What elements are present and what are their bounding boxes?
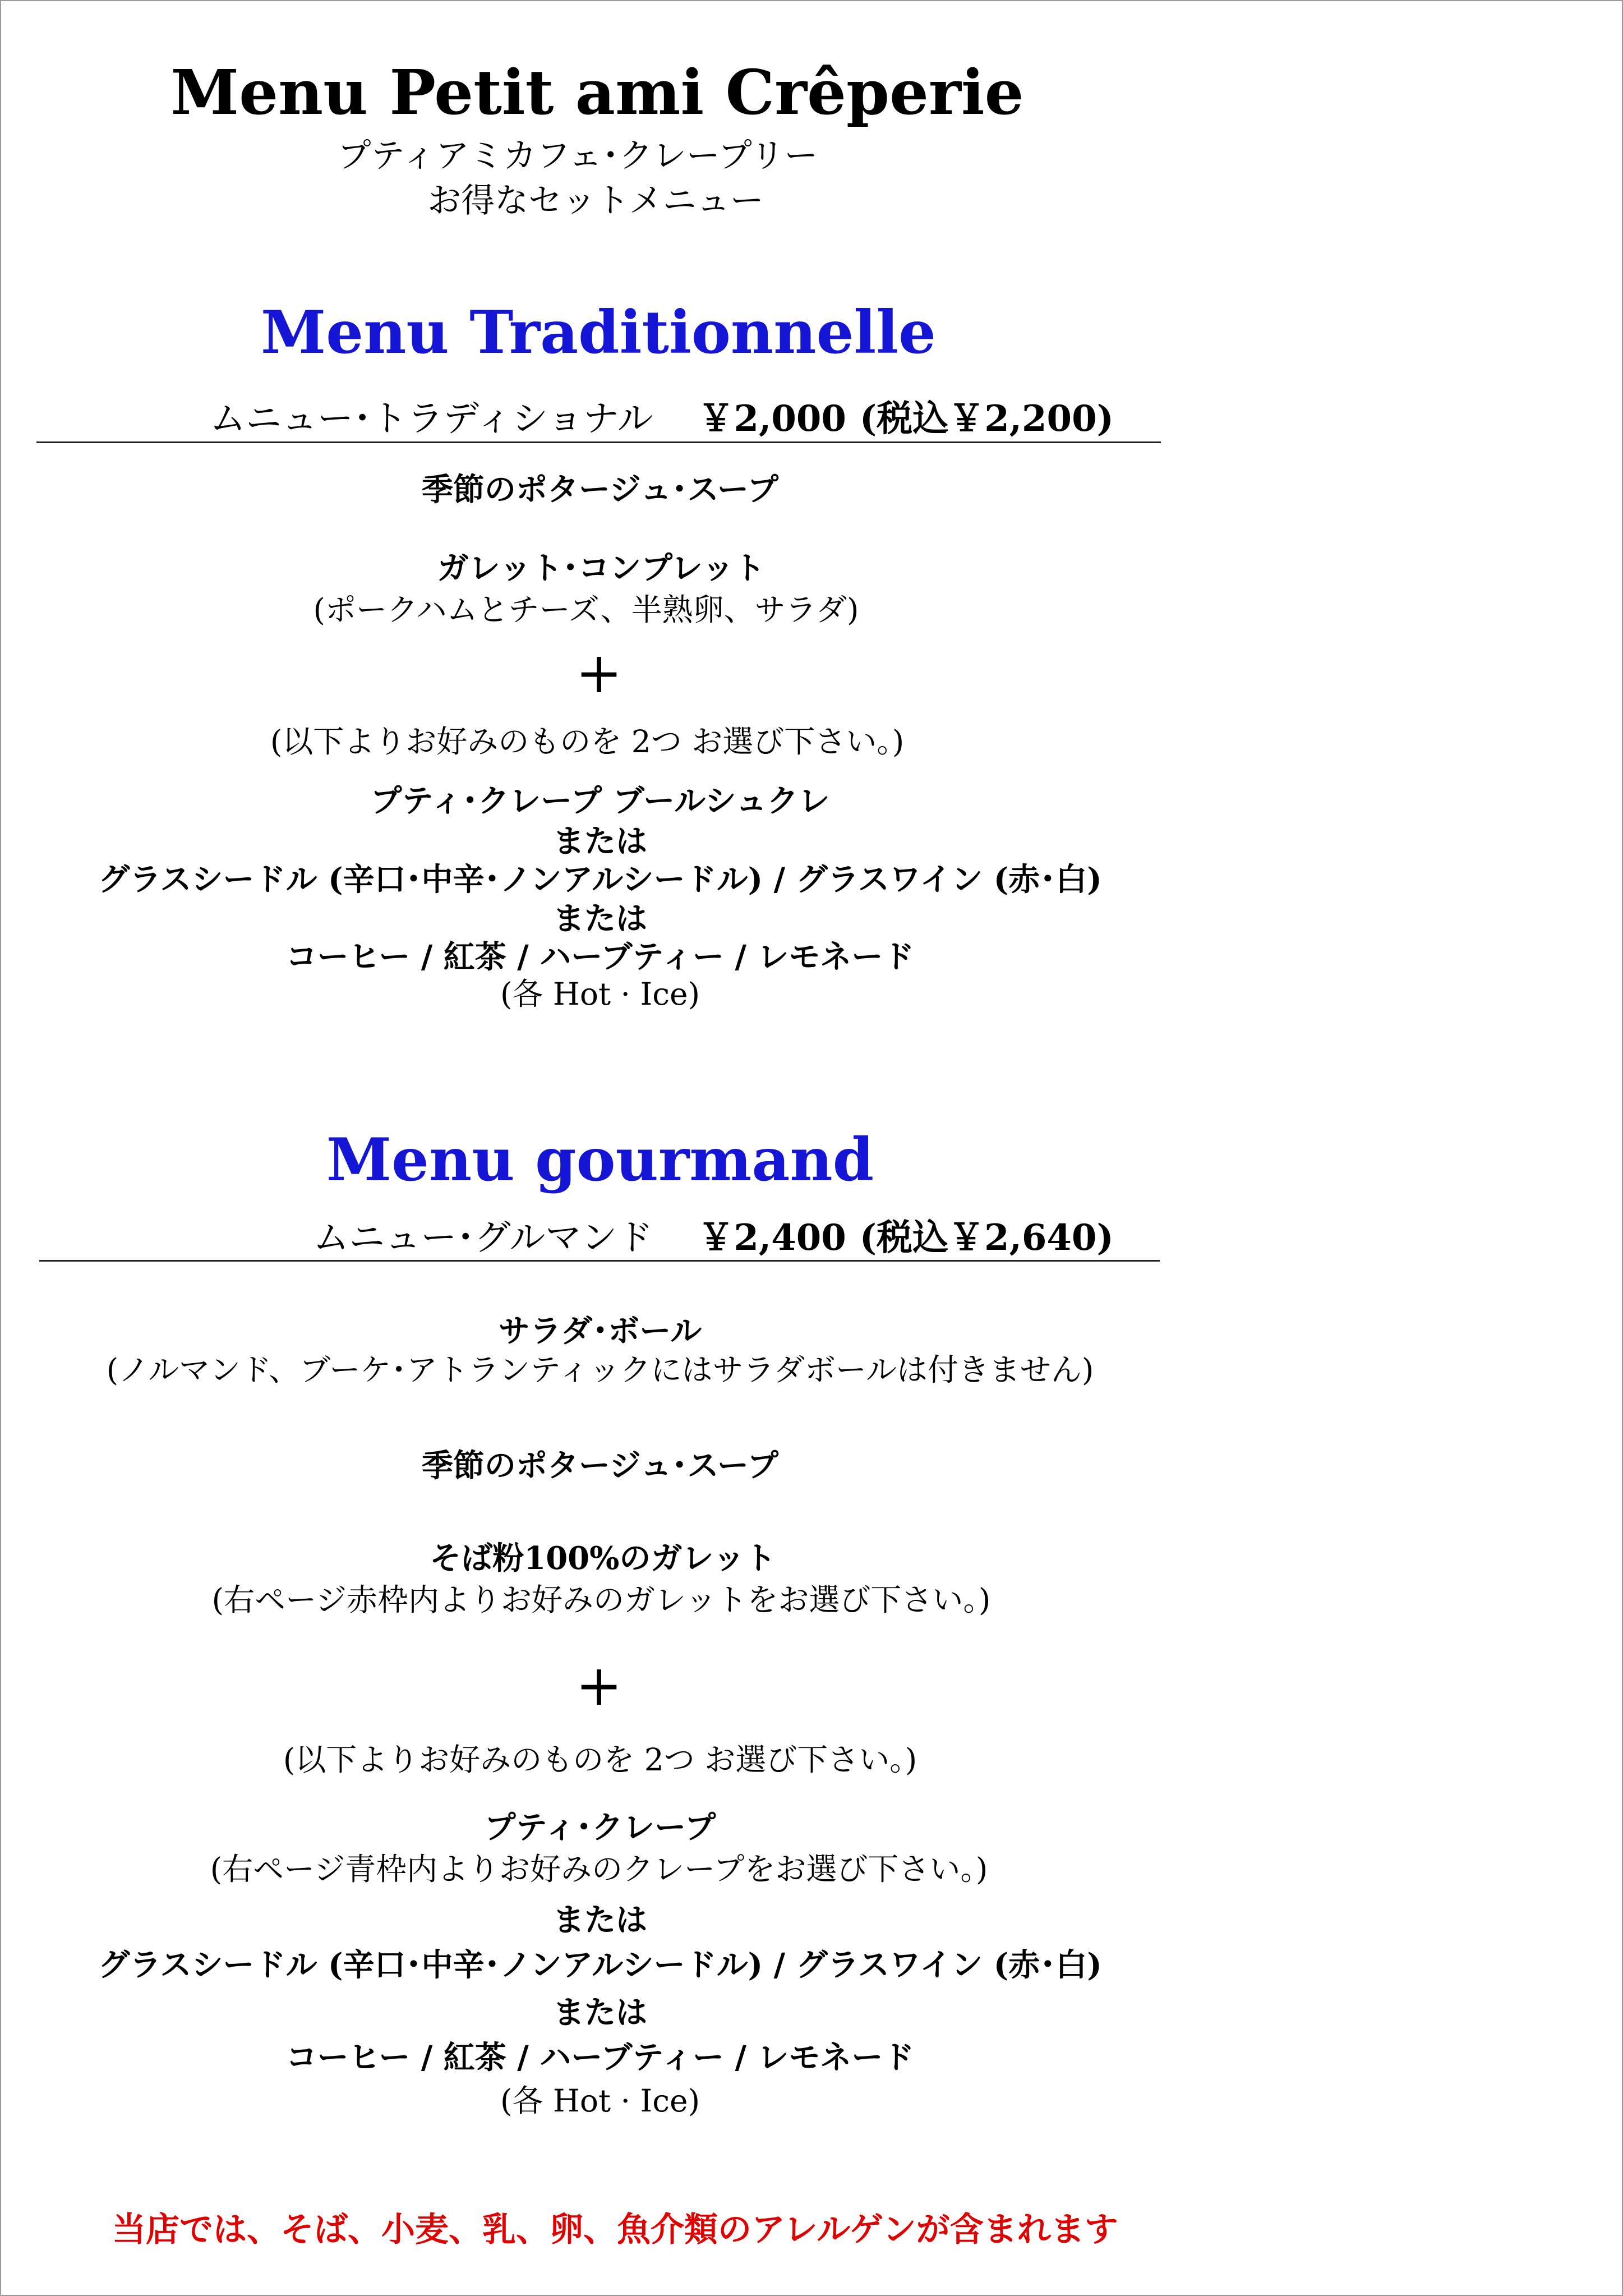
gourmand-drinks-cider-wine: グラスシードル (辛口･中辛･ノンアルシードル) / グラスワイン (赤･白): [98, 1947, 1102, 1984]
traditionnelle-price: ￥2,000: [698, 398, 846, 440]
gourmand-salad-note: (ノルマンド、ブーケ･アトランティックにはサラダボールは付きません): [106, 1352, 1094, 1388]
traditionnelle-choose-note: (以下よりお好みのものを 2つ お選び下さい。): [270, 724, 905, 760]
plus-sign: +: [575, 640, 623, 706]
traditionnelle-galette-note: (ポークハムとチーズ、半熟卵、サラダ): [313, 592, 859, 628]
section-divider: [36, 441, 1161, 443]
section-divider: [39, 1260, 1160, 1262]
traditionnelle-galette: ガレット･コンプレット: [437, 550, 766, 587]
gourmand-or-2: または: [553, 1994, 647, 2031]
section-title-traditionnelle: Menu Traditionnelle: [261, 297, 936, 367]
gourmand-petit-crepe: プティ･クレープ: [484, 1809, 716, 1846]
gourmand-galette-note: (右ページ赤枠内よりお好みのガレットをお選び下さい。): [211, 1582, 991, 1618]
section-title-gourmand: Menu gourmand: [326, 1125, 874, 1194]
traditionnelle-or-2: または: [553, 900, 647, 937]
set-menu-subtitle: お得なセットメニュー: [427, 181, 764, 220]
traditionnelle-soup: 季節のポタージュ･スープ: [421, 471, 779, 508]
traditionnelle-tax-price: (税込￥2,200): [859, 398, 1114, 440]
gourmand-galette: そば粉100%のガレット: [430, 1540, 776, 1577]
gourmand-drinks-coffee-tea: コーヒー / 紅茶 / ハーブティー / レモネード: [285, 2039, 915, 2076]
gourmand-soup: 季節のポタージュ･スープ: [421, 1447, 779, 1484]
cafe-name-subtitle: プティアミカフェ･クレープリー: [337, 136, 818, 176]
menu-title: Menu Petit ami Crêperie: [170, 56, 1024, 128]
gourmand-choose-note: (以下よりお好みのものを 2つ お選び下さい。): [283, 1742, 917, 1778]
gourmand-hot-ice: (各 Hot · Ice): [500, 2083, 700, 2119]
gourmand-salad: サラダ･ボール: [498, 1313, 702, 1350]
gourmand-tax-price: (税込￥2,640): [859, 1217, 1114, 1259]
gourmand-price: ￥2,400: [698, 1217, 846, 1259]
gourmand-name-jp: ムニュー･グルマンド: [313, 1217, 653, 1259]
traditionnelle-petit-crepe: プティ･クレープ ブールシュクレ: [370, 783, 830, 820]
traditionnelle-name-jp: ムニュー･トラディショナル: [210, 398, 653, 440]
gourmand-price-line: [313, 1217, 1114, 1259]
traditionnelle-hot-ice: (各 Hot · Ice): [500, 976, 700, 1012]
traditionnelle-drinks-coffee-tea: コーヒー / 紅茶 / ハーブティー / レモネード: [285, 938, 915, 976]
traditionnelle-drinks-cider-wine: グラスシードル (辛口･中辛･ノンアルシードル) / グラスワイン (赤･白): [98, 861, 1102, 898]
traditionnelle-price-line: [210, 398, 1114, 440]
allergen-notice: 当店では、そば、小麦、乳、卵、魚介類のアレルゲンが含まれます: [112, 2210, 1118, 2249]
gourmand-or-1: または: [553, 1902, 647, 1939]
traditionnelle-or-1: または: [553, 823, 647, 860]
plus-sign: +: [575, 1653, 623, 1718]
gourmand-crepe-note: (右ページ青枠内よりお好みのクレープをお選び下さい。): [210, 1851, 988, 1887]
